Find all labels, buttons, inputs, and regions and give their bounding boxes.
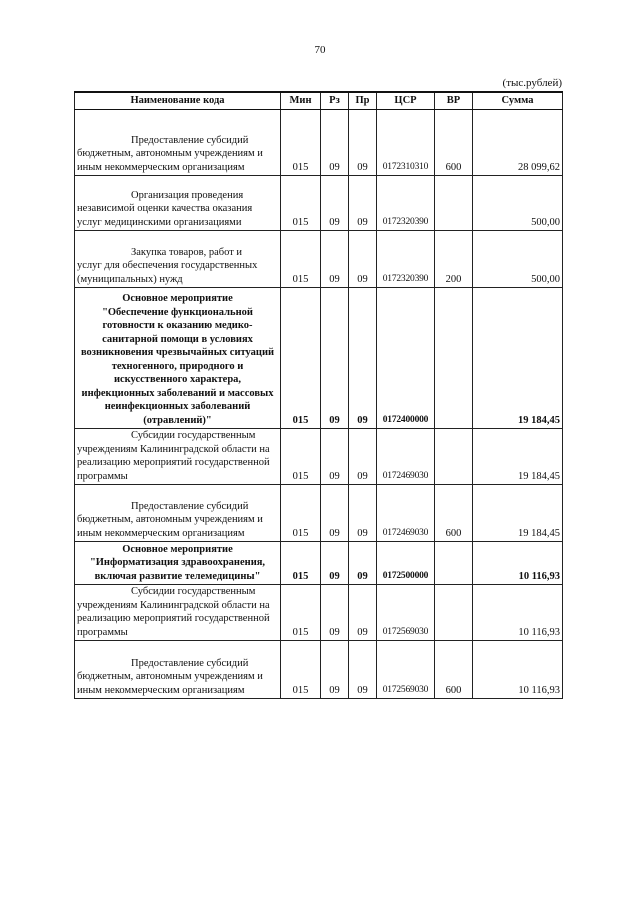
row-name: Основное мероприятие "Информатизация здравоохранения, включая развитие телемедицины": [75, 542, 281, 585]
table-row: [75, 231, 563, 288]
row-name: Основное мероприятие "Обеспечение функциональной готовности к оказанию медико-санитарной помощи в условиях возникновения чрезвычайных ситуаций техногенного, природного и искусственного характера, инфекционных заболеваний и массовых неинфекционных заболеваний (отравлений)": [75, 288, 281, 429]
header-rz: Рз: [321, 92, 349, 110]
row-pr: 09: [349, 288, 377, 429]
row-min: 015: [281, 288, 321, 429]
row-sum: 19 184,45: [473, 288, 563, 429]
row-pr: 09: [349, 485, 377, 542]
table-row: [75, 485, 563, 542]
row-min: 015: [281, 542, 321, 585]
row-sum: 10 116,93: [473, 641, 563, 699]
row-vr: 200: [435, 231, 473, 288]
row-vr: 600: [435, 641, 473, 699]
row-sum: 10 116,93: [473, 542, 563, 585]
table-row: [75, 585, 563, 641]
table-row: [75, 429, 563, 485]
row-name: Предоставление субсидий бюджетным, автономным учреждениям и иным некоммерческим организациям: [75, 110, 281, 176]
budget-table: [74, 91, 563, 699]
row-csr: 0172320390: [377, 231, 435, 288]
row-vr: [435, 429, 473, 485]
row-csr: 0172569030: [377, 641, 435, 699]
header-csr: ЦСР: [377, 92, 435, 110]
row-pr: 09: [349, 585, 377, 641]
row-csr: 0172469030: [377, 485, 435, 542]
row-rz: 09: [321, 176, 349, 231]
row-name: Закупка товаров, работ и услуг для обеспечения государственных (муниципальных) нужд: [75, 231, 281, 288]
row-vr: [435, 176, 473, 231]
header-sum: Сумма: [473, 92, 563, 110]
row-csr: 0172569030: [377, 585, 435, 641]
row-name: Субсидии государственным учреждениям Калининградской области на реализацию мероприятий государственной программы: [75, 429, 281, 485]
row-rz: 09: [321, 231, 349, 288]
row-name: Предоставление субсидий бюджетным, автономным учреждениям и иным некоммерческим организациям: [75, 641, 281, 699]
row-vr: [435, 585, 473, 641]
row-pr: 09: [349, 542, 377, 585]
row-vr: [435, 288, 473, 429]
row-vr: 600: [435, 110, 473, 176]
row-rz: 09: [321, 485, 349, 542]
header-name: Наименование кода: [75, 92, 281, 110]
row-min: 015: [281, 231, 321, 288]
table-row: [75, 288, 563, 429]
header-min: Мин: [281, 92, 321, 110]
row-csr: 0172469030: [377, 429, 435, 485]
row-pr: 09: [349, 641, 377, 699]
row-pr: 09: [349, 110, 377, 176]
row-min: 015: [281, 641, 321, 699]
row-rz: 09: [321, 542, 349, 585]
row-pr: 09: [349, 176, 377, 231]
row-name: Предоставление субсидий бюджетным, автономным учреждениям и иным некоммерческим организациям: [75, 485, 281, 542]
row-rz: 09: [321, 585, 349, 641]
row-csr: 0172400000: [377, 288, 435, 429]
row-pr: 09: [349, 231, 377, 288]
row-vr: [435, 542, 473, 585]
row-min: 015: [281, 585, 321, 641]
row-sum: 19 184,45: [473, 429, 563, 485]
row-vr: 600: [435, 485, 473, 542]
row-min: 015: [281, 176, 321, 231]
row-rz: 09: [321, 110, 349, 176]
row-rz: 09: [321, 641, 349, 699]
table-row: [75, 542, 563, 585]
row-min: 015: [281, 485, 321, 542]
table-header-row: [75, 92, 563, 110]
row-sum: 500,00: [473, 176, 563, 231]
table-row: [75, 641, 563, 699]
row-min: 015: [281, 429, 321, 485]
row-name: Субсидии государственным учреждениям Калининградской области на реализацию мероприятий государственной программы: [75, 585, 281, 641]
row-pr: 09: [349, 429, 377, 485]
row-rz: 09: [321, 288, 349, 429]
header-pr: Пр: [349, 92, 377, 110]
row-sum: 500,00: [473, 231, 563, 288]
row-csr: 0172500000: [377, 542, 435, 585]
row-csr: 0172320390: [377, 176, 435, 231]
row-name: Организация проведения независимой оценки качества оказания услуг медицинскими организациями: [75, 176, 281, 231]
header-vr: ВР: [435, 92, 473, 110]
row-sum: 10 116,93: [473, 585, 563, 641]
row-min: 015: [281, 110, 321, 176]
units-label: (тыс.рублей): [502, 77, 562, 89]
page-number: 70: [314, 44, 326, 56]
row-rz: 09: [321, 429, 349, 485]
table-row: [75, 176, 563, 231]
row-csr: 0172310310: [377, 110, 435, 176]
row-sum: 28 099,62: [473, 110, 563, 176]
row-sum: 19 184,45: [473, 485, 563, 542]
table-row: [75, 110, 563, 176]
